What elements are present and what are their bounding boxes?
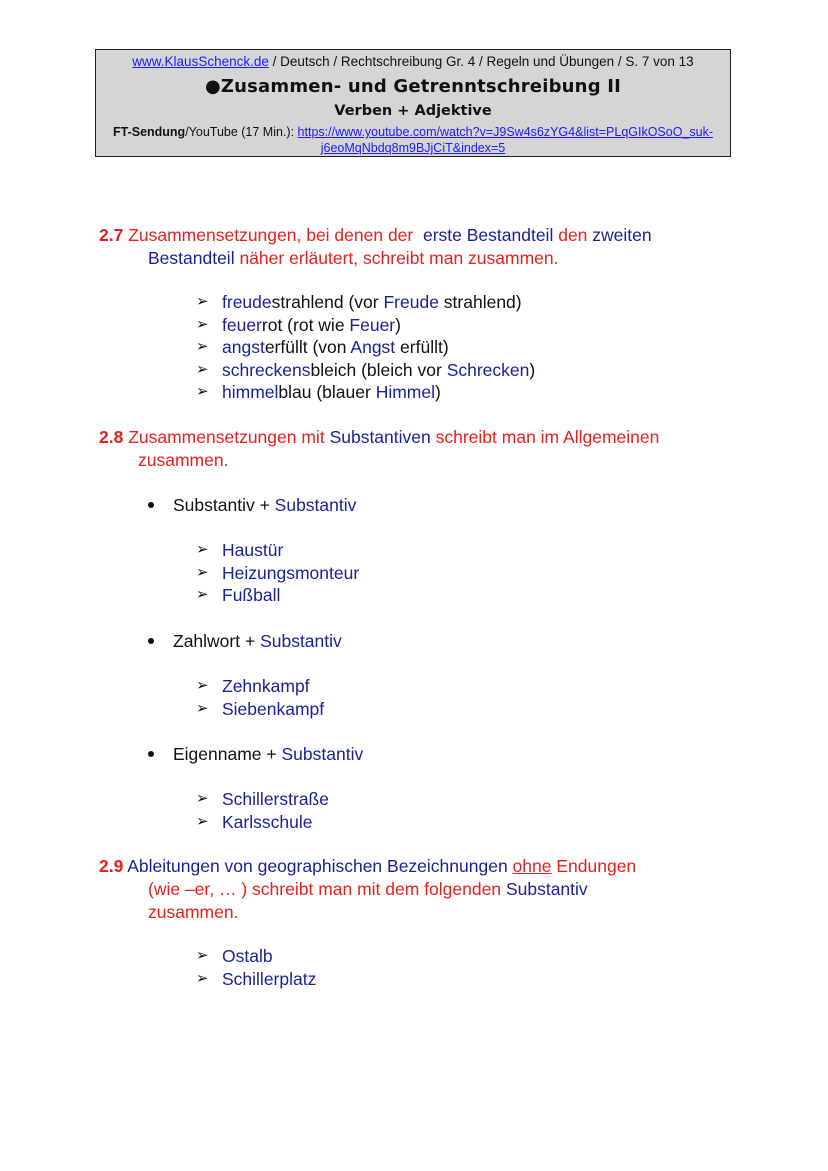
example-part: freude xyxy=(222,292,272,312)
arrow-bullet-icon: ➢ xyxy=(196,699,209,717)
group-part: Substantiv xyxy=(260,631,342,651)
rule-number: 2.7 xyxy=(99,225,124,245)
rule-text: Substantiven xyxy=(329,427,431,447)
group-heading xyxy=(173,630,342,652)
rule-2-7-line-2 xyxy=(148,247,559,269)
arrow-bullet-icon: ➢ xyxy=(196,677,209,694)
arrow-bullet-icon: ➢ xyxy=(196,947,209,964)
page-number: S. 7 von 13 xyxy=(625,54,694,69)
bullet-dot-icon xyxy=(148,638,154,644)
group-part: Substantiv xyxy=(173,495,255,515)
example-item xyxy=(222,291,522,313)
example-part: erfüllt) xyxy=(395,337,449,358)
arrow-bullet-icon: ➢ xyxy=(196,293,209,310)
group-part: Eigenname xyxy=(173,744,262,764)
example-part: feuer xyxy=(222,314,262,335)
ft-label: FT-Sendung xyxy=(112,125,186,139)
arrow-bullet-icon: ➢ xyxy=(196,338,209,356)
group-part: + xyxy=(240,631,261,651)
rule-2-9-line-3 xyxy=(148,901,238,923)
example-part: Siebenkampf xyxy=(222,698,325,719)
rule-text: zweiten xyxy=(592,225,652,245)
example-part: Karlsschule xyxy=(222,811,313,832)
example-item xyxy=(222,381,441,403)
rule-number: 2.9 xyxy=(99,856,124,876)
example-item xyxy=(222,359,535,381)
example-part: Heizungs xyxy=(222,562,295,583)
rule-text: ohne xyxy=(512,856,552,876)
ft-rest: /YouTube (17 Min.): xyxy=(185,125,295,139)
example-item xyxy=(222,584,280,606)
arrow-bullet-icon: ➢ xyxy=(196,315,209,333)
example-part: ) xyxy=(435,382,441,403)
example-part: rot (rot wie xyxy=(261,314,350,335)
example-part: erfüllt (von xyxy=(264,337,351,358)
rule-text: Zusammensetzungen mit xyxy=(128,427,325,447)
page-subtitle: Verben + Adjektive xyxy=(334,103,492,119)
arrow-bullet-icon: ➢ xyxy=(196,541,209,558)
example-part: angst xyxy=(222,337,265,358)
site-link[interactable]: www.KlausSchenck.de xyxy=(132,54,269,69)
example-part: ball xyxy=(253,585,281,605)
group-heading xyxy=(173,494,356,516)
example-part: Freude xyxy=(383,292,439,312)
rule-2-8-line-2 xyxy=(138,449,228,471)
example-item xyxy=(222,811,312,833)
example-part: Ostalb xyxy=(222,946,273,966)
example-part: Schillerstraße xyxy=(222,789,329,809)
example-part: strahlend) xyxy=(438,292,522,312)
group-part: + xyxy=(254,495,275,515)
group-part: Zahlwort xyxy=(173,631,241,651)
example-part: blau (blauer xyxy=(278,382,376,403)
rule-2-7-line-1 xyxy=(99,224,652,246)
example-item xyxy=(222,562,359,584)
bullet-dot-icon xyxy=(148,502,154,508)
example-part: Angst xyxy=(350,337,396,358)
example-item xyxy=(222,539,283,561)
title-text: Zusammen- und Getrenntschreibung II xyxy=(220,76,622,97)
rule-text: erste Bestandteil xyxy=(422,225,554,245)
example-item xyxy=(222,698,324,720)
example-part: Schrecken xyxy=(446,359,530,380)
rule-text: schreibt man im Allgemeinen xyxy=(435,427,660,447)
bullet-dot-icon xyxy=(148,751,154,757)
example-item xyxy=(222,968,316,990)
ft-line xyxy=(96,124,730,156)
arrow-bullet-icon: ➢ xyxy=(196,812,209,830)
header-box xyxy=(95,49,731,157)
rule-text: zusammen. xyxy=(148,902,239,922)
page-title xyxy=(96,76,730,97)
youtube-link-2[interactable]: j6eoMqNbdq8m9BJjCiT&index=5 xyxy=(320,141,506,155)
example-part: strahlend (vor xyxy=(271,292,384,312)
header-line-1 xyxy=(96,54,730,69)
example-part: Schillerplatz xyxy=(222,968,317,989)
rule-text: näher erläutert, schreibt man zusammen. xyxy=(239,248,559,268)
example-part: ) xyxy=(395,314,401,335)
group-part: Substantiv xyxy=(281,744,364,764)
example-part: Fuß xyxy=(222,585,254,605)
rule-text: Endungen xyxy=(556,856,637,876)
arrow-bullet-icon: ➢ xyxy=(196,586,209,603)
title-bullet: ● xyxy=(204,76,221,97)
rule-text: Ableitungen von geographischen Bezeichnungen xyxy=(127,856,508,876)
group-part: Substantiv xyxy=(274,495,357,515)
example-part: schreckens xyxy=(222,359,311,380)
rule-text: Bestandteil xyxy=(148,248,235,268)
example-part: Haustür xyxy=(222,540,284,560)
rule-text: Zusammensetzungen, bei denen der xyxy=(128,225,414,245)
example-item xyxy=(222,675,310,697)
example-part: bleich (bleich vor xyxy=(310,359,447,380)
group-heading xyxy=(173,743,363,765)
example-part: Feuer xyxy=(349,314,396,335)
arrow-bullet-icon: ➢ xyxy=(196,360,209,378)
example-item xyxy=(222,336,449,358)
arrow-bullet-icon: ➢ xyxy=(196,563,209,581)
rule-text: den xyxy=(558,225,588,245)
example-part: Zehnkampf xyxy=(222,676,310,696)
rule-text: zusammen. xyxy=(138,450,229,470)
group-part: + xyxy=(261,744,282,764)
example-part: monteur xyxy=(294,562,360,583)
example-item xyxy=(222,945,273,967)
rule-text: Substantiv xyxy=(505,879,588,899)
rule-2-9-line-1 xyxy=(99,855,636,877)
arrow-bullet-icon: ➢ xyxy=(196,383,209,401)
example-part: Himmel xyxy=(375,382,436,403)
example-item xyxy=(222,314,401,336)
arrow-bullet-icon: ➢ xyxy=(196,969,209,987)
youtube-link-1[interactable]: https://www.youtube.com/watch?v=J9Sw4s6zYG4&list=PLqGIkOSoO_suk- xyxy=(297,125,714,139)
rule-text: (wie –er, … ) schreibt man mit dem folgenden xyxy=(148,879,502,899)
rule-2-9-line-2 xyxy=(148,878,588,900)
example-part: ) xyxy=(529,359,536,380)
rule-2-8-line-1 xyxy=(99,426,659,448)
arrow-bullet-icon: ➢ xyxy=(196,790,209,807)
example-part: himmel xyxy=(222,382,279,403)
example-item xyxy=(222,788,329,810)
rule-number: 2.8 xyxy=(99,427,124,447)
breadcrumb: / Deutsch / Rechtschreibung Gr. 4 / Regeln und Übungen / xyxy=(272,54,622,69)
